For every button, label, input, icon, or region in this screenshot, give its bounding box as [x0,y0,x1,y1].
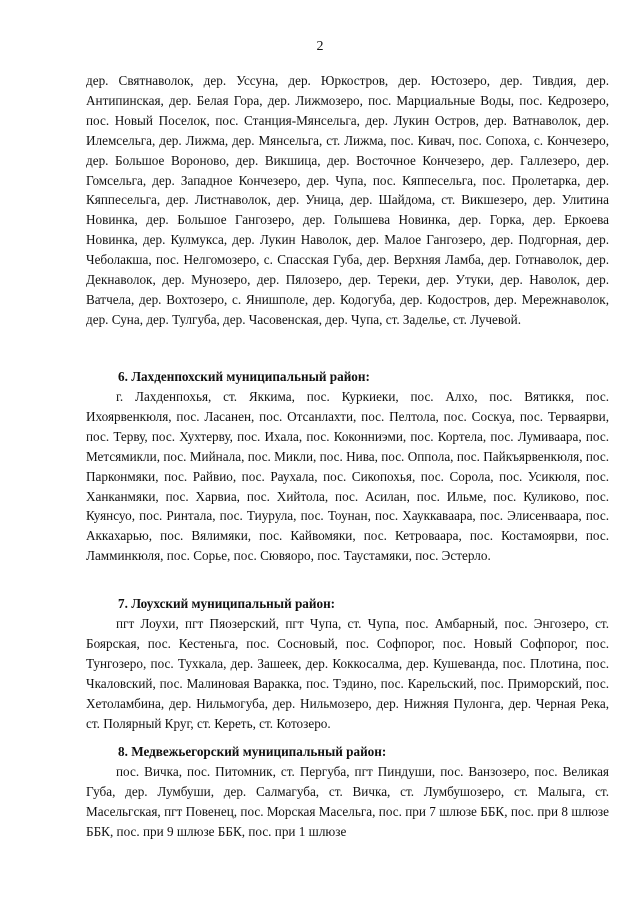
section-heading-loukhsky: 7. Лоухский муниципальный район: [118,596,336,611]
paragraph-text: дер. Святнаволок, дер. Уссуна, дер. Юркостров, дер. Юстозеро, дер. Тивдия, дер. Антипинская, дер. Белая Гора, дер. Лижмозеро, пос. Марциальные Воды, пос. Кедрозеро, пос. Новый Поселок, пос. Станция-Мянсельга, дер. Лукин Остров, дер. Ватнаволок, дер. Илемсельга, дер. Лижма, дер. Мянсельга, ст. Лижма, пос. Кивач, пос. Сопоха, с. Кончезеро, дер. Большое Вороново, дер. Викшица, дер. Восточное Кончезеро, дер. Галлезеро, дер. Гомсельга, дер. Западное Кончезеро, дер. Чупа, пос. Кяппесельга, пос. Пролетарка, дер. Кяппесельга, дер. Листнаволок, дер. Уница, дер. Шайдома, ст. Викшезеро, дер. Улитина Новинка, дер. Большое Гангозеро, дер. Голышева Новинка, дер. Горка, дер. Еркоева Новинка, дер. Кулмукса, дер. Лукин Наволок, дер. Малое Гангозеро, дер. Подгорная, дер. Чеболакша, пос. Нелгомозеро, с. Спасская Губа, дер. Верхняя Ламба, дер. Готнаволок, дер. Декнаволок, дер. Мунозеро, дер. Пялозеро, дер. Тереки, дер. Утуки, дер. Наволок, дер. Ватчела, дер. Вохтозеро, с. Янишполе, дер. Кодогуба, дер. Кодостров, дер. Мережнаволок, дер. Суна, дер. Тулгуба, дер. Часовенская, дер. Чупа, ст. Заделье, ст. Лучевой. [86,73,609,327]
section-text-medvezhyegorsky [86,762,609,842]
section-text-lakhdenpokhsky [86,387,609,566]
paragraph-text: г. Лахденпохья, ст. Яккима, пос. Куркиеки, пос. Алхо, пос. Вятиккя, пос. Ихоярвенкюля, пос. Ласанен, пос. Отсанлахти, пос. Пелтола, пос. Соскуа, пос. Терваярви, пос. Терву, пос. Хухтерву, пос. Ихала, пос. Коконниэми, пос. Кортела, пос. Лумиваара, пос. Метсямикли, пос. Мийнала, пос. Микли, пос. Нива, пос. Оппола, пос. Пайкъярвенкюля, пос. Парконмяки, пос. Райвио, пос. Раухала, пос. Сикопохья, пос. Сорола, пос. Усикюля, пос. Ханканмяки, пос. Харвиа, пос. Хийтола, пос. Асилан, пос. Ильме, пос. Куликово, пос. Куянсуо, пос. Ринтала, пос. Тиурула, пос. Тоунан, пос. Хауккавaара, пос. Элисенваара, пос. Аккахарью, пос. Вялимяки, пос. Кайвомяки, пос. Кетроваара, пос. Костамоярви, пос. Ламминкюля, пос. Сорье, пос. Сювяоро, пос. Таустамяки, пос. Эстерло. [86,389,609,564]
paragraph-text: пос. Вичка, пос. Питомник, ст. Пергуба, пгт Пиндуши, пос. Ванзозеро, пос. Великая Губа, дер. Лумбуши, дер. Салмагуба, ст. Вичка, ст. Лумбушозеро, ст. Малыга, ст. Масельгская, пгт Повенец, пос. Морская Масельга, пос. при 7 шлюзе ББК, пос. при 8 шлюзе ББК, пос. при 9 шлюзе ББК, пос. при 1 шлюзе [86,764,609,839]
section-text-loukhsky [86,614,609,733]
section-heading-medvezhyegorsky: 8. Медвежьегорский муниципальный район: [118,744,387,759]
settlements-list-continued [86,71,609,330]
page-number: 2 [316,39,324,54]
paragraph-text: пгт Лоухи, пгт Пяозерский, пгт Чупа, ст. Чупа, пос. Амбарный, пос. Энгозеро, ст. Боярская, пос. Кестеньга, пос. Сосновый, пос. Софпорог, пос. Новый Софпорог, пос. Тунгозеро, пос. Тухкала, дер. Зашеек, дер. Коккосалма, дер. Кушеванда, пос. Плотина, пос. Чкаловский, пос. Малиновая Варакка, пос. Тэдино, пос. Карельский, пос. Приморский, пос. Хетоламбина, дер. Нильмогуба, дер. Нильмозеро, дер. Нижняя Пулонга, дер. Черная Река, ст. Полярный Круг, ст. Кереть, ст. Котозеро. [86,616,609,731]
section-heading-lakhdenpokhsky: 6. Лахденпохский муниципальный район: [118,369,370,384]
